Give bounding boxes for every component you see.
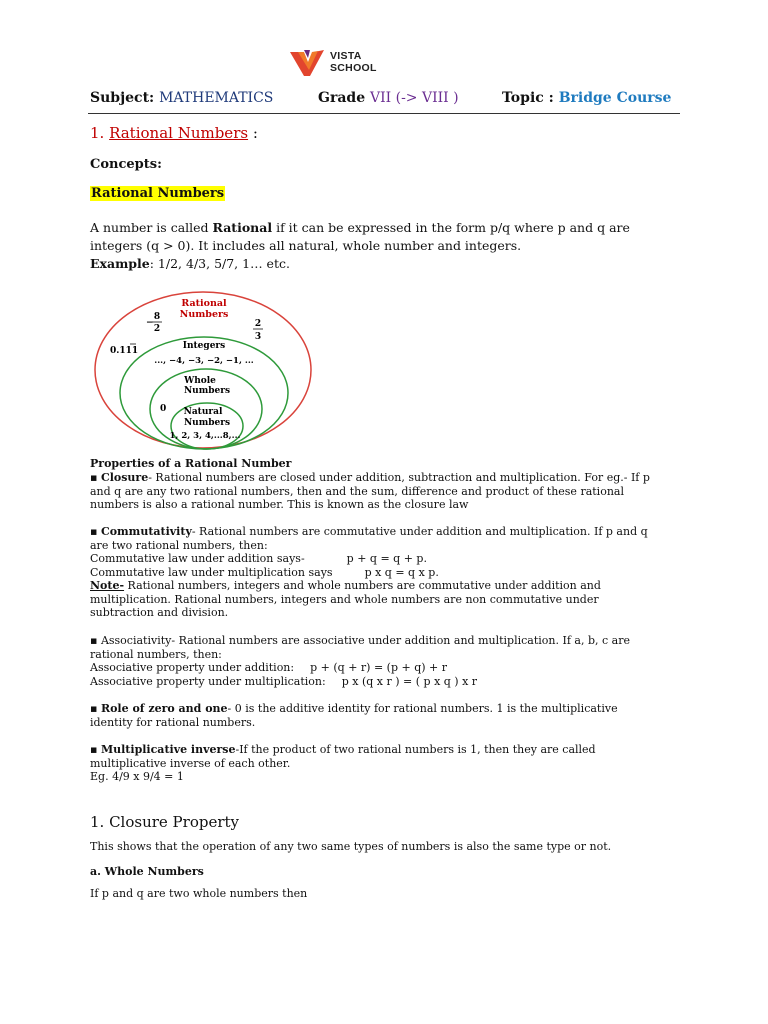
zero-label: Role of zero and one: [100, 702, 228, 715]
section-colon: :: [252, 124, 258, 142]
zero-label: 0: [160, 404, 167, 414]
closure-line-2: and q are any two rational numbers, then and the sum, difference and product of these rational: [90, 484, 624, 498]
inv-text-1: -If the product of two rational numbers is 1, then they are called: [235, 743, 596, 756]
example-line: [90, 255, 690, 273]
section-heading: [90, 124, 258, 142]
vista-logo-icon: [288, 48, 328, 78]
rational-label-1: Rational: [181, 298, 227, 309]
topic-label: Topic :: [502, 90, 554, 106]
concepts-label: Concepts:: [90, 157, 162, 172]
integers-label: Integers: [182, 341, 226, 351]
closure-line-1: ▪ Closure- Rational numbers are closed under addition, subtraction and multiplication. For eg.- If p: [90, 471, 650, 484]
subject-label: Subject:: [90, 90, 155, 106]
logo-line-1: VISTA: [330, 50, 362, 62]
inv-label: Multiplicative inverse: [100, 743, 236, 756]
assoc-mul-line: [90, 675, 680, 689]
frac1-den: 2: [153, 324, 161, 334]
intro-text-b: if it can be expressed in the form p/q where p and q are: [272, 220, 630, 235]
logo-line-2: SCHOOL: [330, 62, 377, 74]
note-line-1: [90, 579, 680, 593]
section-number: 1.: [90, 124, 105, 142]
comm-mul-eq: p x q = q x p.: [364, 565, 439, 579]
whole-numbers-text: If p and q are two whole numbers then: [90, 887, 308, 900]
venn-diagram-svg: [90, 285, 320, 455]
frac2-den: 3: [254, 332, 262, 342]
assoc-mul-eq: p x (q x r ) = ( p x q ) x r: [341, 674, 478, 688]
comm-mul-line: [90, 566, 680, 580]
identity-block: [90, 702, 680, 729]
decimal-label: 0.111: [110, 346, 139, 356]
assoc-line-2: rational numbers, then:: [90, 647, 222, 661]
whole-numbers-subheading: a. Whole Numbers: [90, 865, 204, 878]
logo-text: [330, 50, 377, 74]
intro-paragraph: [90, 219, 690, 273]
comm-add-line: [90, 552, 680, 566]
header-divider: [88, 113, 680, 114]
assoc-text-1: Associativity- Rational numbers are associative under addition and multiplication. If a, b, c are: [100, 634, 630, 647]
zero-line-1: ▪ Role of zero and one- 0 is the additive identity for rational numbers. 1 is the multiplicative: [90, 702, 618, 715]
intro-line-1: [90, 219, 690, 237]
closure-label: Closure: [100, 471, 149, 484]
natural-list: 1, 2, 3, 4,...8,...: [169, 431, 241, 441]
topic-value: Bridge Course: [558, 90, 672, 106]
page-header: [90, 90, 680, 112]
comm-mul-label: Commutative law under multiplication says: [90, 565, 333, 579]
closure-line-3: numbers is also a rational number. This is known as the closure law: [90, 498, 469, 511]
example-text: : 1/2, 4/3, 5/7, 1… etc.: [149, 256, 290, 271]
comm-add-eq: p + q = q + p.: [346, 552, 427, 565]
frac1-num: 8: [153, 312, 161, 322]
comm-line-2: are two rational numbers, then:: [90, 538, 268, 552]
closure-text-1: - Rational numbers are closed under addition, subtraction and multiplication. For eg.- If p: [148, 471, 650, 484]
assoc-add-line: [90, 661, 680, 675]
number-sets-diagram: [90, 285, 320, 459]
comm-line-1: ▪ Commutativity- Rational numbers are commutative under addition and multiplication. If p and q: [90, 525, 648, 538]
intro-bold: Rational: [212, 220, 273, 235]
frac2-num: 2: [254, 319, 262, 329]
comm-text-1: - Rational numbers are commutative under addition and multiplication. If p and q: [191, 525, 648, 538]
closure-section-intro: This shows that the operation of any two same types of numbers is also the same type or not.: [90, 840, 612, 853]
associativity-block: [90, 634, 680, 688]
closure-property-block: [90, 471, 680, 512]
section-title: Rational Numbers: [109, 124, 249, 142]
assoc-mul-label: Associative property under multiplication:: [90, 674, 326, 688]
subject-field: [90, 90, 273, 106]
assoc-line-1: ▪ Associativity- Rational numbers are associative under addition and multiplication. If a, b, c are: [90, 634, 630, 647]
inv-example: Eg. 4/9 x 9/4 = 1: [90, 770, 184, 783]
zero-line-2: identity for rational numbers.: [90, 715, 256, 729]
whole-label-1: Whole: [184, 376, 216, 386]
properties-heading: Properties of a Rational Number: [90, 457, 292, 470]
topic-field: [502, 90, 671, 106]
inv-line-2: multiplicative inverse of each other.: [90, 756, 291, 770]
comm-add-label: Commutative law under addition says-: [90, 552, 305, 565]
intro-line-2: integers (q > 0). It includes all natural, whole number and integers.: [90, 238, 522, 253]
note-label: Note-: [90, 579, 125, 592]
integers-list: ..., −4, −3, −2, −1, ...: [154, 356, 254, 366]
natural-label-1: Natural: [183, 407, 223, 417]
note-line-2: multiplication. Rational numbers, integers and whole numbers are non commutative under: [90, 592, 599, 606]
note-line-3: subtraction and division.: [90, 606, 229, 619]
comm-label: Commutativity: [100, 525, 192, 538]
note-text-1: Rational numbers, integers and whole numbers are commutative under addition and: [124, 579, 601, 592]
closure-section-heading: 1. Closure Property: [90, 813, 240, 831]
whole-label-2: Numbers: [183, 386, 231, 396]
intro-text-a: A number is called: [90, 220, 213, 235]
inverse-block: [90, 743, 680, 784]
subject-value: MATHEMATICS: [159, 90, 274, 106]
assoc-add-eq: p + (q + r) = (p + q) + r: [310, 661, 448, 674]
rational-label-2: Numbers: [179, 309, 229, 320]
highlighted-heading: Rational Numbers: [91, 186, 225, 201]
neg-sign: −: [146, 318, 154, 328]
zero-text-1: - 0 is the additive identity for rational numbers. 1 is the multiplicative: [227, 702, 618, 715]
grade-label: Grade: [318, 90, 366, 106]
assoc-add-label: Associative property under addition:: [90, 661, 295, 674]
grade-value: VII (-> VIII ): [369, 90, 459, 106]
school-logo: [288, 48, 408, 78]
inv-line-1: ▪ Multiplicative inverse-If the product of two rational numbers is 1, then they are called: [90, 743, 596, 756]
grade-field: [318, 90, 459, 106]
example-label: Example: [90, 256, 150, 271]
natural-label-2: Numbers: [183, 418, 231, 428]
commutativity-block: [90, 525, 680, 620]
properties-title: [90, 457, 680, 471]
